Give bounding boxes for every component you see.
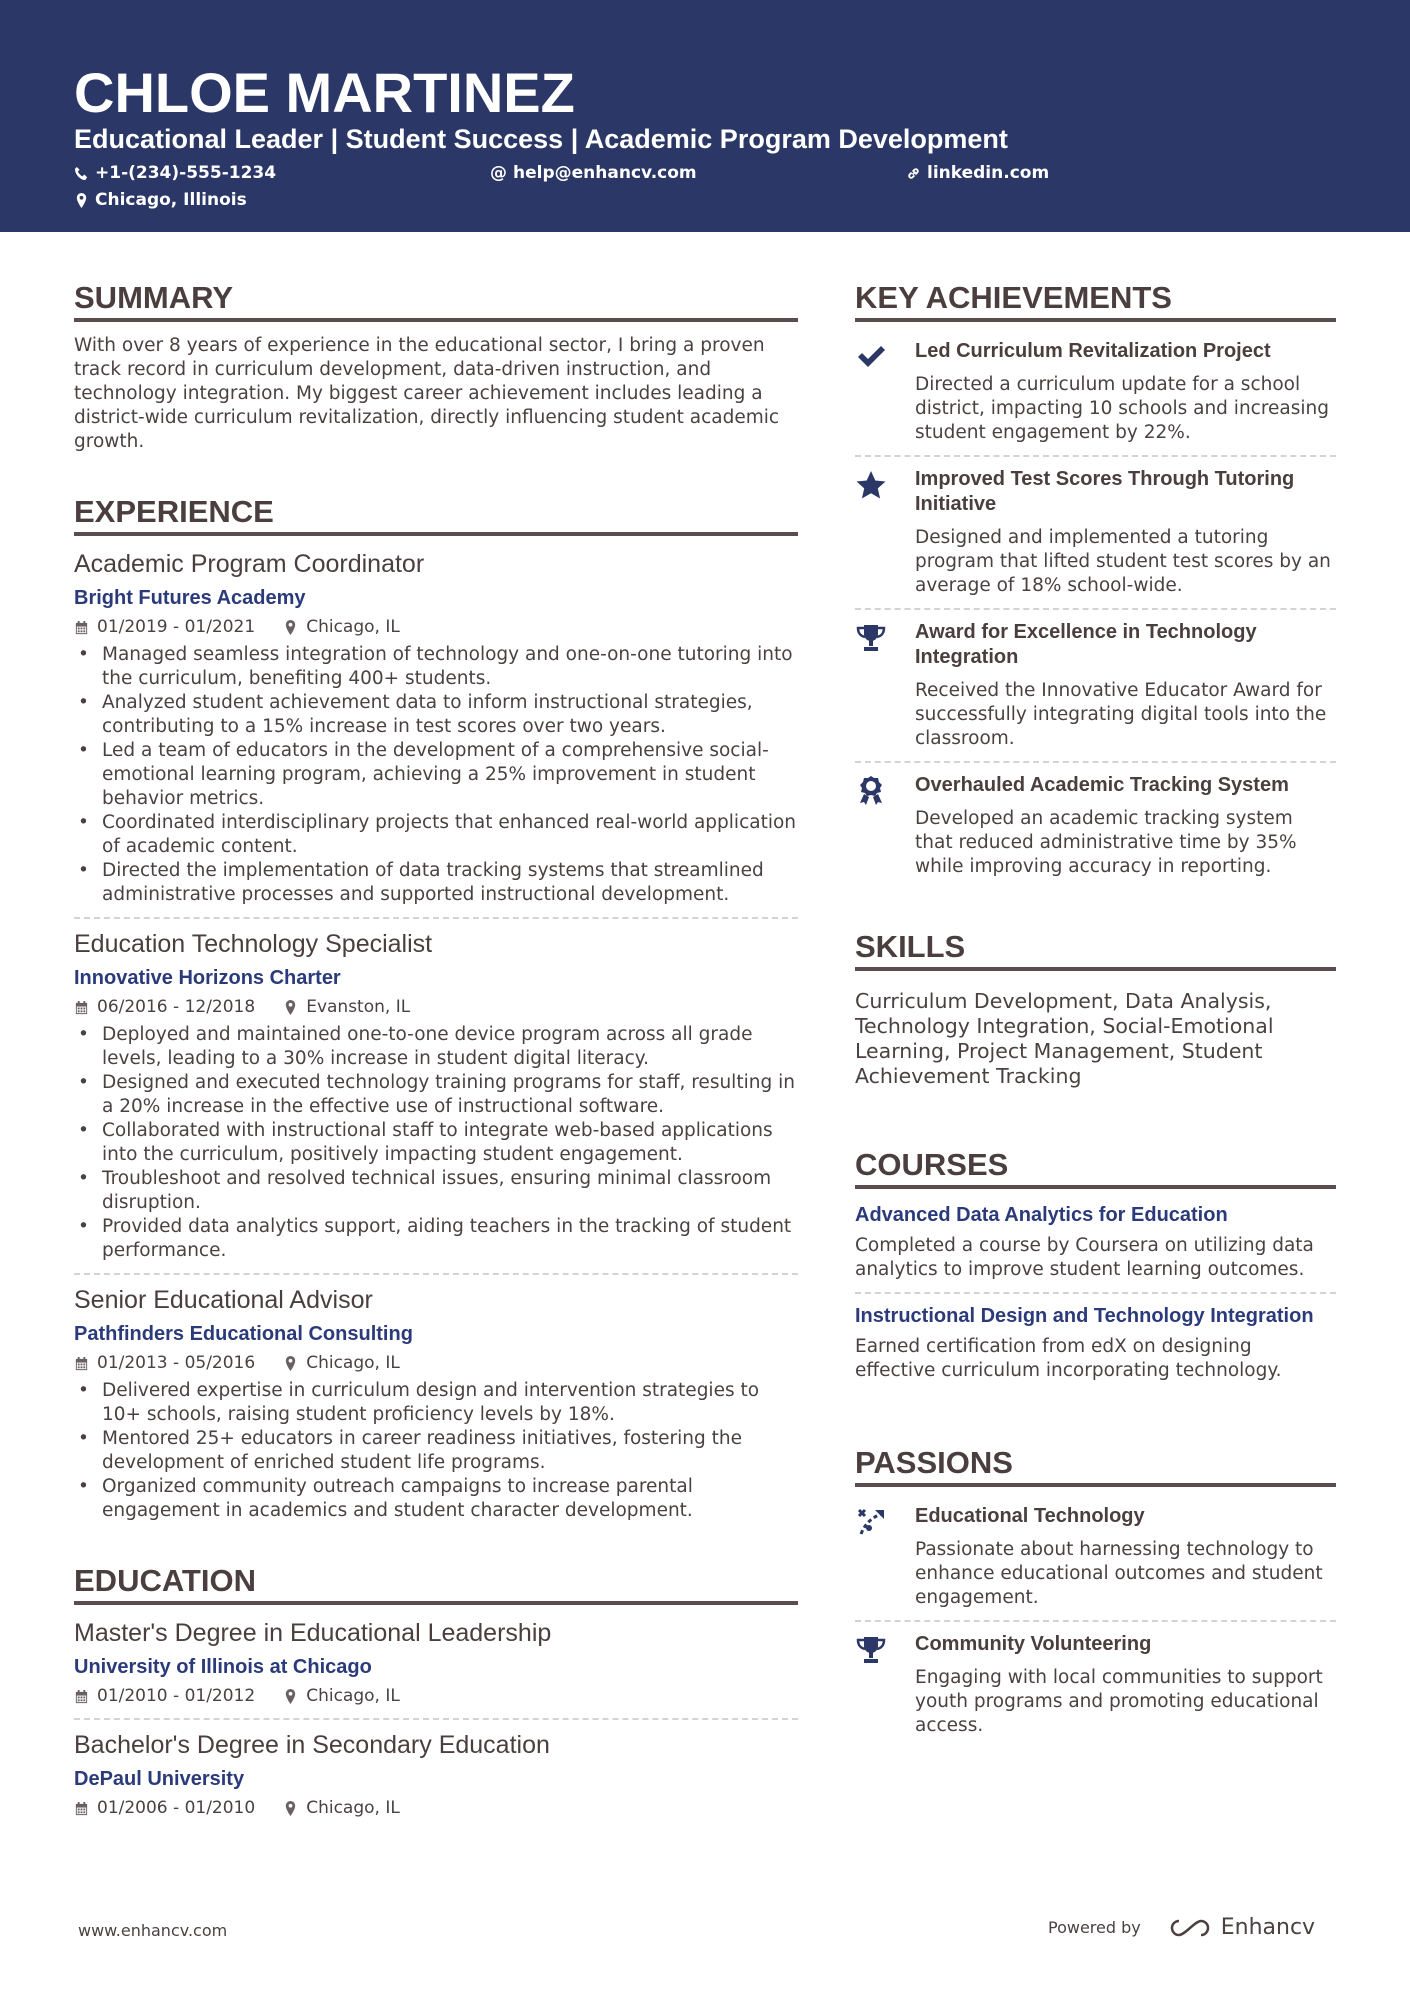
location-pin-icon — [283, 620, 298, 635]
trophy-icon — [855, 620, 915, 751]
date-range — [74, 1684, 255, 1708]
section-title: SKILLS — [855, 929, 1336, 971]
summary-section — [74, 280, 798, 454]
course-description: Earned certification from edX on designing effective curriculum incorporating technology. — [855, 1336, 1282, 1381]
summary-text: With over 8 years of experience in the educational sector, I bring a proven track record in curriculum development, data-driven instruction, and technology integration. My biggest career achievement includes leading a district-wide curriculum revitalization, directly influencing student academic growth. — [74, 335, 780, 452]
calendar-icon — [74, 1801, 89, 1816]
bullet-list — [74, 1023, 798, 1263]
item-title: Community Volunteering — [915, 1633, 1152, 1655]
education-entry — [74, 1720, 798, 1820]
achievements-item — [855, 457, 1336, 610]
entry-meta — [74, 995, 798, 1019]
job-title: Education Technology Specialist — [74, 930, 433, 958]
experience-entry — [74, 919, 798, 1275]
bullet-item: • Analyzed student achievement data to inform instructional strategies, contributing to a 15% increase in test scores over two years. — [74, 691, 798, 739]
item-title: Improved Test Scores Through Tutoring Initiative — [915, 468, 1295, 515]
school-name: University of Illinois at Chicago — [74, 1656, 372, 1678]
calendar-icon — [74, 620, 89, 635]
experience-entry — [74, 539, 798, 919]
achievements-item — [855, 610, 1336, 763]
location: Chicago, IL — [306, 1686, 400, 1706]
dates: 01/2019 - 01/2021 — [97, 617, 256, 637]
school-name: DePaul University — [74, 1768, 245, 1790]
course-description: Completed a course by Coursera on utilizing data analytics to improve student learning outcomes. — [855, 1235, 1314, 1280]
calendar-icon — [74, 1689, 89, 1704]
location-text: Chicago, Illinois — [95, 190, 247, 210]
entry-meta — [74, 615, 798, 639]
bullet-item: • Collaborated with instructional staff to integrate web-based applications into the curriculum, positively impacting student engagement. — [74, 1119, 798, 1167]
date-range — [74, 1351, 255, 1375]
degree: Bachelor's Degree in Secondary Education — [74, 1731, 550, 1759]
entry-location — [283, 1796, 400, 1820]
calendar-icon — [74, 1356, 89, 1371]
medal-icon — [855, 773, 915, 879]
location-pin-icon — [283, 1689, 298, 1704]
entry-meta — [74, 1351, 798, 1375]
degree: Master's Degree in Educational Leadership — [74, 1619, 552, 1647]
date-range — [74, 995, 255, 1019]
item-description: Directed a curriculum update for a school district, impacting 10 schools and increasing student engagement by 22%. — [915, 374, 1330, 443]
location-pin-icon — [283, 1000, 298, 1015]
enhancv-logo — [1167, 1915, 1315, 1940]
linkedin[interactable] — [906, 163, 1049, 183]
phone-text: +1-(234)-555-1234 — [95, 163, 277, 183]
phone — [74, 163, 276, 183]
date-range — [74, 615, 255, 639]
item-description: Passionate about harnessing technology to enhance educational outcomes and student engagement. — [915, 1539, 1323, 1608]
courses-section — [855, 1147, 1336, 1393]
bullet-item: • Organized community outreach campaigns to increase parental engagement in academics and student character development. — [74, 1475, 798, 1523]
bullet-item: • Provided data analytics support, aiding teachers in the tracking of student performance. — [74, 1215, 798, 1263]
email-text[interactable]: help@enhancv.com — [513, 163, 697, 183]
bullet-item: • Managed seamless integration of technology and one-on-one tutoring into the curriculum, benefiting 400+ students. — [74, 643, 798, 691]
location — [74, 190, 247, 210]
location-pin-icon — [283, 1801, 298, 1816]
trophy-icon — [855, 1632, 915, 1738]
section-title: SUMMARY — [74, 280, 798, 322]
course-title: Advanced Data Analytics for Education — [855, 1204, 1228, 1226]
header — [0, 0, 1410, 232]
calendar-icon — [74, 1000, 89, 1015]
section-title: EXPERIENCE — [74, 494, 798, 536]
section-title: PASSIONS — [855, 1445, 1336, 1487]
section-title: EDUCATION — [74, 1563, 798, 1605]
location-pin-icon — [283, 1356, 298, 1371]
strategy-icon — [855, 1504, 915, 1610]
skills-section — [855, 929, 1336, 1089]
bullet-item: • Deployed and maintained one-to-one device program across all grade levels, leading to a 30% increase in student digital literacy. — [74, 1023, 798, 1071]
bullet-item: • Troubleshoot and resolved technical issues, ensuring minimal classroom disruption. — [74, 1167, 798, 1215]
skills-text: Curriculum Development, Data Analysis, Technology Integration, Social-Emotional Learning, Project Management, Student Achievement Tracking — [855, 989, 1274, 1088]
dates: 06/2016 - 12/2018 — [97, 997, 256, 1017]
brand-name: Enhancv — [1220, 1915, 1316, 1940]
item-description: Received the Innovative Educator Award for successfully integrating digital tools into the classroom. — [915, 680, 1327, 749]
linkedin-text[interactable]: linkedin.com — [927, 163, 1050, 183]
item-description: Engaging with local communities to support youth programs and promoting educational access. — [915, 1667, 1323, 1736]
bullet-item: • Directed the implementation of data tracking systems that streamlined administrative processes and supported instructional development. — [74, 859, 798, 907]
bullet-list — [74, 643, 798, 907]
entry-location — [283, 995, 410, 1019]
item-title: Overhauled Academic Tracking System — [915, 774, 1289, 796]
item-title: Led Curriculum Revitalization Project — [915, 340, 1271, 362]
dates: 01/2006 - 01/2010 — [97, 1798, 256, 1818]
dates: 01/2010 - 01/2012 — [97, 1686, 256, 1706]
passions-item — [855, 1622, 1336, 1748]
entry-meta — [74, 1684, 798, 1708]
job-title: Senior Educational Advisor — [74, 1286, 373, 1314]
location-pin-icon — [74, 193, 89, 208]
bullet-list — [74, 1379, 798, 1523]
email[interactable] — [490, 163, 697, 183]
section-title: COURSES — [855, 1147, 1336, 1189]
left-column — [74, 280, 798, 1860]
dates: 01/2013 - 05/2016 — [97, 1353, 256, 1373]
bullet-item: • Coordinated interdisciplinary projects that enhanced real-world application of academic content. — [74, 811, 798, 859]
location: Chicago, IL — [306, 617, 400, 637]
footer-branding — [1048, 1915, 1315, 1940]
footer-website[interactable]: www.enhancv.com — [78, 1921, 228, 1940]
bullet-item: • Led a team of educators in the development of a comprehensive social-emotional learning program, achieving a 25% improvement in student behavior metrics. — [74, 739, 798, 811]
passions-section — [855, 1445, 1336, 1748]
phone-icon — [74, 166, 89, 181]
entry-location — [283, 615, 400, 639]
item-description: Designed and implemented a tutoring program that lifted student test scores by an average of 18% school-wide. — [915, 527, 1331, 596]
entry-location — [283, 1684, 400, 1708]
passions-item — [855, 1494, 1336, 1622]
item-description: Developed an academic tracking system that reduced administrative time by 35% while improving accuracy in reporting. — [915, 808, 1297, 877]
bullet-item: • Delivered expertise in curriculum design and intervention strategies to 10+ schools, raising student proficiency levels by 18%. — [74, 1379, 798, 1427]
education-entry — [74, 1608, 798, 1720]
achievements-item — [855, 763, 1336, 889]
right-column — [855, 280, 1336, 1788]
course-item — [855, 1294, 1336, 1393]
bullet-item: • Mentored 25+ educators in career readiness initiatives, fostering the development of enriched student life programs. — [74, 1427, 798, 1475]
bullet-item: • Designed and executed technology training programs for staff, resulting in a 20% increase in the effective use of instructional software. — [74, 1071, 798, 1119]
date-range — [74, 1796, 255, 1820]
powered-by-label: Powered by — [1048, 1918, 1141, 1937]
location: Chicago, IL — [306, 1798, 400, 1818]
check-icon — [855, 339, 915, 445]
experience-entry — [74, 1275, 798, 1523]
course-item — [855, 1193, 1336, 1294]
at-icon: @ — [490, 163, 507, 183]
location: Chicago, IL — [306, 1353, 400, 1373]
section-title: KEY ACHIEVEMENTS — [855, 280, 1336, 322]
candidate-name: CHLOE MARTINEZ — [74, 61, 575, 124]
star-icon — [855, 467, 915, 598]
company-name: Bright Futures Academy — [74, 587, 306, 609]
location: Evanston, IL — [306, 997, 411, 1017]
entry-meta — [74, 1796, 798, 1820]
item-title: Educational Technology — [915, 1505, 1145, 1527]
achievements-item — [855, 329, 1336, 457]
job-title: Academic Program Coordinator — [74, 550, 425, 578]
link-icon — [906, 166, 921, 181]
course-title: Instructional Design and Technology Integration — [855, 1305, 1314, 1327]
item-title: Award for Excellence in Technology Integration — [915, 621, 1257, 668]
experience-section — [74, 494, 798, 1523]
infinity-logo-icon — [1167, 1917, 1213, 1939]
company-name: Innovative Horizons Charter — [74, 967, 341, 989]
entry-location — [283, 1351, 400, 1375]
company-name: Pathfinders Educational Consulting — [74, 1323, 413, 1345]
education-section — [74, 1563, 798, 1820]
achievements-section — [855, 280, 1336, 889]
headline: Educational Leader | Student Success | Academic Program Development — [74, 124, 1008, 154]
